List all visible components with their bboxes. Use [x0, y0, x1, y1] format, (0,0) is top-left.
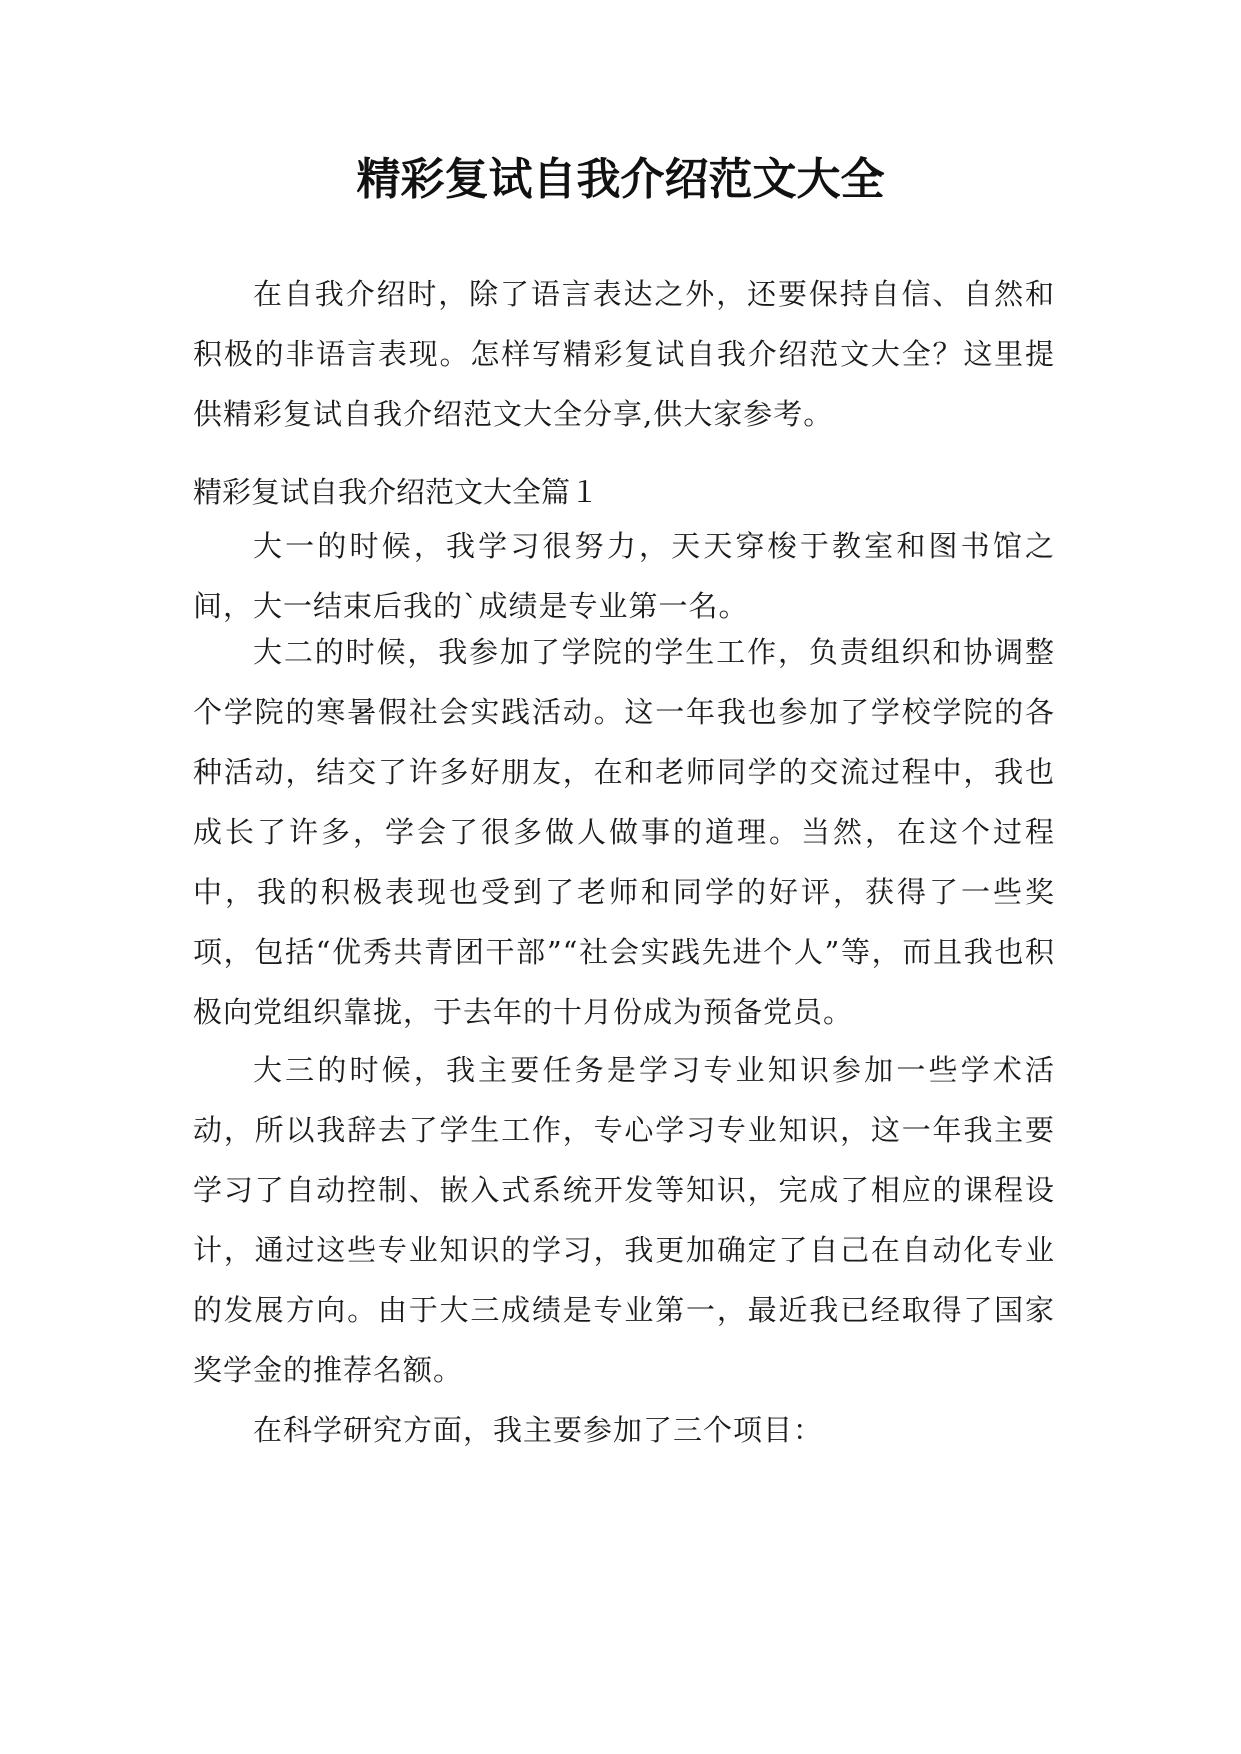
paragraph-year-two: 大二的时候，我参加了学院的学生工作，负责组织和协调整个学院的寒暑假社会实践活动。这一年我也参加了学校学院的各种活动，结交了许多好朋友，在和老师同学的交流过程中，我也成长了许多，学会了很多做人做事的道理。当然，在这个过程中，我的积极表现也受到了老师和同学的好评，获得了一些奖项，包括“优秀共青团干部”“社会实践先进个人”等，而且我也积极向党组织靠拢，于去年的十月份成为预备党员。 — [193, 635, 1055, 1029]
page-title: 精彩复试自我介绍范文大全 — [356, 154, 885, 205]
paragraph-year-one: 大一的时候，我学习很努力，天天穿梭于教室和图书馆之间，大一结束后我的`成绩是专业第一名。 — [193, 529, 1055, 623]
paragraph-research: 在科学研究方面，我主要参加了三个项目： — [253, 1413, 824, 1447]
intro-paragraph: 在自我介绍时，除了语言表达之外，还要保持自信、自然和积极的非语言表现。怎样写精彩复试自我介绍范文大全？这里提供精彩复试自我介绍范文大全分享,供大家参考。 — [193, 277, 1055, 431]
section-heading: 精彩复试自我介绍范文大全篇１ — [193, 475, 600, 509]
paragraph-year-three: 大三的时候，我主要任务是学习专业知识参加一些学术活动，所以我辞去了学生工作，专心学习专业知识，这一年我主要学习了自动控制、嵌入式系统开发等知识，完成了相应的课程设计，通过这些专业知识的学习，我更加确定了自己在自动化专业的发展方向。由于大三成绩是专业第一，最近我已经取得了国家奖学金的推荐名额。 — [193, 1053, 1055, 1387]
